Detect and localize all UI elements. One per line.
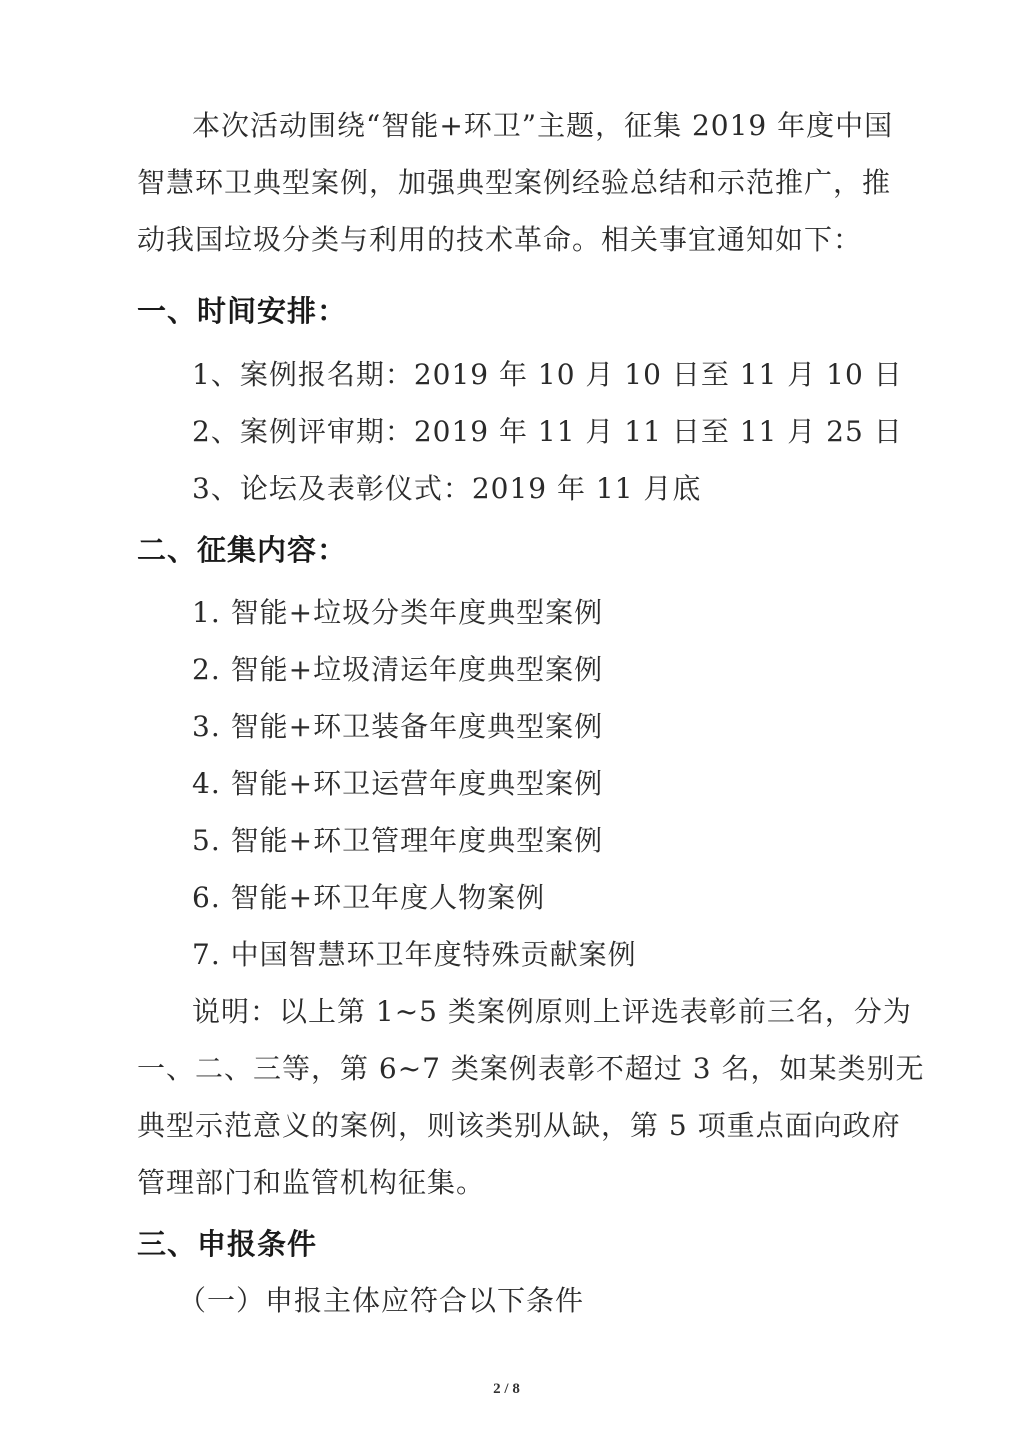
content-item-2: 2. 智能+垃圾清运年度典型案例	[192, 653, 604, 686]
section-heading-content: 二、征集内容：	[137, 533, 348, 567]
content-item-6: 6. 智能+环卫年度人物案例	[192, 881, 546, 914]
schedule-item-2: 2、案例评审期：2019 年 11 月 11 日至 11 月 25 日	[192, 415, 903, 448]
intro-line-1: 本次活动围绕“智能+环卫”主题，征集 2019 年度中国	[192, 109, 894, 142]
content-item-1: 1. 智能+垃圾分类年度典型案例	[192, 596, 604, 629]
intro-line-3: 动我国垃圾分类与利用的技术革命。相关事宜通知如下：	[137, 223, 863, 256]
conditions-subheading-1: （一）申报主体应符合以下条件	[178, 1284, 585, 1317]
content-item-3: 3. 智能+环卫装备年度典型案例	[192, 710, 604, 743]
section-heading-schedule: 一、时间安排：	[137, 294, 348, 328]
section-heading-conditions: 三、申报条件	[137, 1227, 318, 1261]
page-number: 2 / 8	[493, 1381, 520, 1397]
content-item-4: 4. 智能+环卫运营年度典型案例	[192, 767, 604, 800]
content-item-5: 5. 智能+环卫管理年度典型案例	[192, 824, 604, 857]
schedule-item-1: 1、案例报名期：2019 年 10 月 10 日至 11 月 10 日	[192, 358, 903, 391]
intro-line-2: 智慧环卫典型案例，加强典型案例经验总结和示范推广，推	[137, 166, 892, 199]
note-line-3: 典型示范意义的案例，则该类别从缺，第 5 项重点面向政府	[137, 1109, 901, 1142]
content-item-7: 7. 中国智慧环卫年度特殊贡献案例	[192, 938, 637, 971]
note-line-2: 一、二、三等，第 6~7 类案例表彰不超过 3 名，如某类别无	[137, 1052, 925, 1085]
note-line-1: 说明：以上第 1~5 类案例原则上评选表彰前三名，分为	[192, 995, 912, 1028]
note-line-4: 管理部门和监管机构征集。	[137, 1166, 486, 1199]
schedule-item-3: 3、论坛及表彰仪式：2019 年 11 月底	[192, 472, 702, 505]
